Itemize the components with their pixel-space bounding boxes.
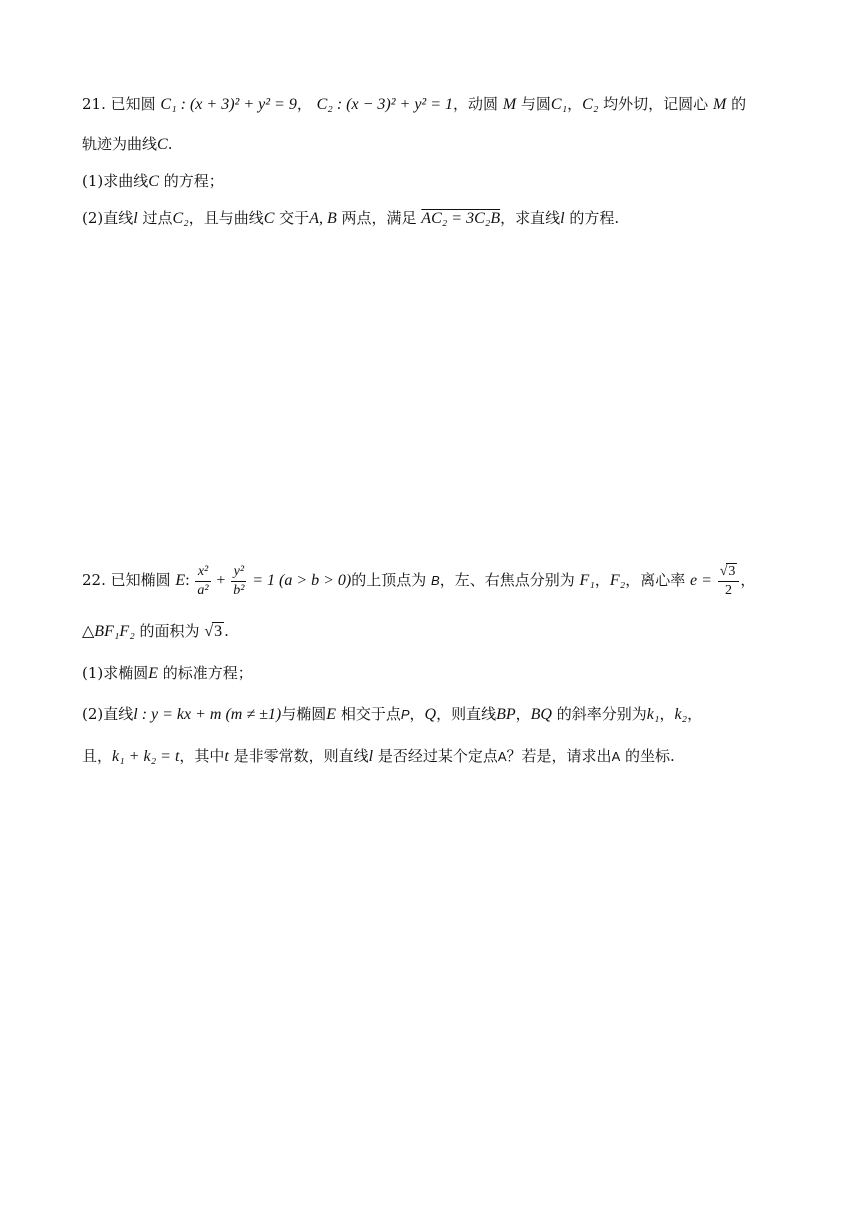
denominator: a² bbox=[197, 582, 209, 598]
math-var: l bbox=[133, 210, 138, 227]
ellipse-condition: = 1 (a > b > 0) bbox=[252, 572, 352, 589]
text: 的方程. bbox=[564, 209, 620, 227]
text: ，离心率 bbox=[625, 571, 686, 589]
problem-22-line-1 bbox=[82, 558, 755, 603]
math-var: l bbox=[368, 748, 374, 765]
text: ，求直线 bbox=[500, 209, 561, 227]
triangle: △BF₁F₂ bbox=[82, 623, 135, 640]
slope-sum-equation: k₁ + k₂ = t bbox=[112, 748, 180, 765]
text: (2)直线 bbox=[82, 705, 134, 723]
math-var: M bbox=[712, 96, 727, 113]
math-var: F₁ bbox=[579, 572, 595, 589]
math-var: P bbox=[400, 707, 410, 722]
math-var: A, B bbox=[309, 210, 337, 227]
text: 轨迹为曲线 bbox=[82, 135, 158, 153]
math-var: M bbox=[502, 96, 517, 113]
text: 的方程； bbox=[158, 172, 224, 190]
text: 是否经过某个定点 bbox=[373, 747, 498, 765]
numerator: y² bbox=[231, 565, 246, 582]
text: 的面积为 bbox=[134, 622, 200, 640]
problem-21-part-2 bbox=[82, 207, 619, 230]
text: 与圆 bbox=[516, 95, 551, 113]
math-var: E bbox=[148, 665, 159, 682]
math-var: BQ bbox=[530, 706, 552, 723]
math-var: E bbox=[175, 572, 186, 589]
text: (1)求曲线 bbox=[82, 172, 149, 190]
math-var: t bbox=[224, 748, 229, 765]
fraction-y2-b2 bbox=[231, 565, 246, 598]
problem-22-line-2 bbox=[82, 620, 229, 643]
text: ，则直线 bbox=[436, 705, 497, 723]
math-var: k₁ bbox=[646, 706, 660, 723]
math-var: e = bbox=[690, 572, 712, 589]
text: . bbox=[224, 622, 229, 640]
fraction-x2-a2 bbox=[195, 565, 210, 598]
fraction-sqrt3-2 bbox=[718, 565, 740, 598]
text: ， bbox=[409, 705, 425, 723]
math-var: BP bbox=[496, 706, 516, 723]
text: 的 bbox=[726, 95, 747, 113]
vector-equation: AC₂ = 3C₂B bbox=[421, 210, 501, 227]
text: . bbox=[167, 135, 173, 153]
text: ，且与曲线 bbox=[188, 209, 264, 227]
circle-c2-equation: C₂ : (x − 3)² + y² = 1 bbox=[316, 96, 454, 113]
denominator: b² bbox=[233, 582, 245, 598]
radicand: 3 bbox=[728, 563, 736, 579]
problem-21-part-1 bbox=[82, 170, 224, 193]
text: ？若是，请求出 bbox=[506, 747, 612, 765]
line-equation: l : y = kx + m (m ≠ ±1) bbox=[133, 706, 282, 723]
text: ，动圆 bbox=[453, 95, 499, 113]
text: ， bbox=[567, 95, 583, 113]
math-var: B bbox=[431, 573, 440, 588]
text: ， bbox=[687, 705, 703, 723]
math-var: F₂ bbox=[609, 572, 626, 589]
numerator: √3 bbox=[718, 565, 740, 582]
math-symbol: + bbox=[216, 572, 226, 589]
text: 两点，满足 bbox=[336, 209, 417, 227]
math-var: A bbox=[497, 749, 507, 764]
text: 与椭圆 bbox=[281, 705, 327, 723]
problem-21-line-1 bbox=[82, 93, 746, 116]
math-var: C₂ bbox=[172, 210, 189, 227]
text: 的上顶点为 bbox=[351, 571, 427, 589]
problem-22-part-2-cont bbox=[82, 745, 675, 768]
math-var: C₂ bbox=[582, 96, 599, 113]
math-var: C bbox=[157, 136, 168, 153]
math-var: l bbox=[560, 210, 565, 227]
text: ， bbox=[594, 571, 610, 589]
problem-22-part-2 bbox=[82, 703, 702, 726]
text: 均外切，记圆心 bbox=[598, 95, 709, 113]
problem-22-part-1 bbox=[82, 662, 253, 685]
text: 的标准方程； bbox=[158, 664, 253, 682]
problem-21-line-2 bbox=[82, 133, 172, 156]
text: ， bbox=[659, 705, 675, 723]
radicand: 3 bbox=[214, 623, 223, 640]
text: ， bbox=[296, 95, 312, 113]
text: (2)直线 bbox=[82, 209, 134, 227]
text: ，左、右焦点分别为 bbox=[439, 571, 575, 589]
math-var: Q bbox=[424, 706, 437, 723]
text: 的坐标. bbox=[620, 747, 675, 765]
text: (1)求椭圆 bbox=[82, 664, 149, 682]
text: 21. 已知圆 bbox=[82, 95, 156, 113]
text: ， bbox=[515, 705, 531, 723]
circle-c1-equation: C₁ : (x + 3)² + y² = 9 bbox=[160, 96, 297, 113]
math-var: C₁ bbox=[550, 96, 568, 113]
denominator: 2 bbox=[725, 582, 733, 598]
text: 是非零常数，则直线 bbox=[228, 747, 369, 765]
math-var: E bbox=[326, 706, 337, 723]
math-var: C bbox=[148, 173, 159, 190]
text: 相交于点 bbox=[336, 705, 401, 723]
numerator: x² bbox=[195, 565, 210, 582]
text: ， bbox=[740, 571, 756, 589]
math-symbol: : bbox=[185, 572, 190, 589]
math-var: k₂ bbox=[674, 706, 688, 723]
math-var: C bbox=[263, 210, 275, 227]
text: 的斜率分别为 bbox=[551, 705, 647, 723]
text: ，其中 bbox=[179, 747, 225, 765]
text: 过点 bbox=[137, 209, 173, 227]
math-var: A bbox=[611, 749, 621, 764]
text: 且， bbox=[82, 747, 113, 765]
text: 交于 bbox=[274, 209, 310, 227]
text: 22. 已知椭圆 bbox=[82, 571, 171, 589]
sqrt-3: √3 bbox=[204, 623, 223, 640]
